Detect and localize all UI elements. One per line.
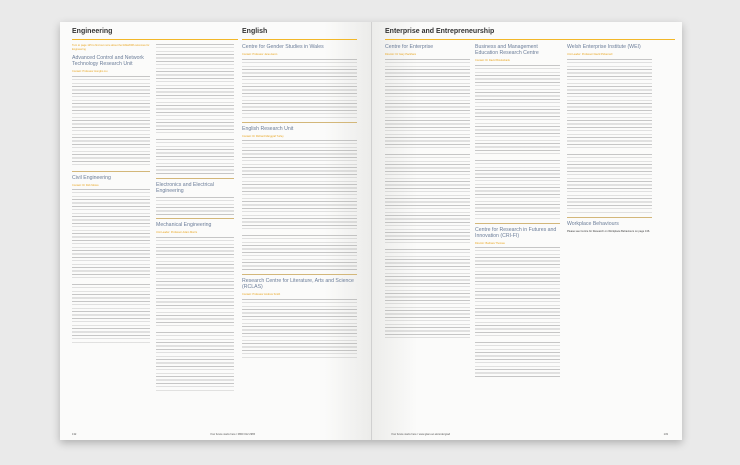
- body-text: [385, 154, 470, 246]
- body-text: [242, 59, 357, 119]
- section-text: Please see Centre for Research on Workplace Behaviours on page 136.: [567, 229, 651, 233]
- column-6: [567, 44, 652, 422]
- page-number: 132: [72, 433, 77, 436]
- section-title: Business and Management Education Research Centre: [475, 44, 539, 56]
- contact-line: Contact: Dr Richard Marggraf Turley: [242, 134, 284, 138]
- header-engineering-label: Engineering: [72, 27, 113, 35]
- footer-url: Your future starts here / www.glam.ac.uk/undergrad: [391, 433, 451, 436]
- header-rule: [385, 39, 675, 40]
- section-title: Welsh Enterprise Institute (WEI): [567, 44, 641, 50]
- body-text: [567, 154, 652, 214]
- intro-text: Turn to page 125 to find out more about the RAE2008 outcomes for Engineering: [72, 44, 150, 51]
- body-text: [475, 247, 560, 339]
- section-title: Mechanical Engineering: [156, 218, 234, 228]
- section-title: Centre for Enterprise: [385, 44, 434, 50]
- body-text: [475, 342, 560, 378]
- body-text: [156, 237, 234, 329]
- body-text: [72, 284, 150, 344]
- body-text: [156, 197, 234, 215]
- body-text: [385, 249, 470, 341]
- section-title: English Research Unit: [242, 122, 357, 132]
- contact-line: Contact: Professor Hongbo Liu: [72, 70, 108, 73]
- body-text: [156, 44, 234, 136]
- contact-line: Contact: Professor Andrew Smith: [242, 293, 281, 296]
- contact-line: Unit Leader: Professor David Pickernell: [567, 53, 613, 56]
- body-text: [156, 332, 234, 392]
- contact-line: Contact: Dr Rob Moore: [72, 183, 99, 187]
- header-rule: [72, 39, 238, 40]
- body-text: [475, 65, 560, 157]
- column-4: [385, 44, 470, 422]
- brochure-spread: [60, 22, 682, 440]
- body-text: [72, 76, 150, 168]
- body-text: [242, 140, 357, 232]
- column-1: [72, 44, 150, 422]
- section-title: Civil Engineering: [72, 171, 150, 181]
- column-2: [156, 44, 234, 422]
- body-text: [475, 160, 560, 220]
- body-text: [242, 299, 357, 359]
- body-text: [385, 59, 470, 151]
- header-english-label: English: [242, 27, 268, 35]
- section-title: Workplace Behaviours: [567, 217, 652, 227]
- header-english: [242, 24, 357, 38]
- section-title: Research Centre for Literature, Arts and Science (RCLAS): [242, 274, 357, 290]
- footer-url: Your future starts here / 0800 012 2965: [210, 433, 256, 436]
- header-enterprise-label: Enterprise and Entrepreneurship: [385, 27, 495, 35]
- section-title: Advanced Control and Network Technology Research Unit: [72, 55, 144, 67]
- spine-gutter: [371, 22, 372, 440]
- contact-line: Unit Leader: Professor Adam Morris: [156, 231, 198, 234]
- header-enterprise: [385, 24, 675, 38]
- column-3: [242, 44, 357, 422]
- body-text: [242, 235, 357, 271]
- header-rule: [242, 39, 357, 40]
- section-title: Centre for Gender Studies in Wales: [242, 44, 324, 50]
- contact-line: Contact: Professor Jane Aaron: [242, 53, 278, 56]
- section-title: Electronics and Electrical Engineering: [156, 178, 234, 194]
- body-text: [567, 59, 652, 151]
- contact-line: Contact: Dr David Brooksbank: [475, 59, 510, 62]
- page-number: 133: [663, 433, 668, 436]
- body-text: [72, 189, 150, 281]
- body-text: [156, 139, 234, 175]
- section-title: Centre for Research in Futures and Innovation (CRI-FI): [475, 223, 560, 239]
- contact-line: Director: Dr Gary Packham: [385, 53, 417, 56]
- contact-line: Director: Barbara Thomas: [475, 241, 505, 245]
- right-page: [371, 22, 682, 440]
- left-page: [60, 22, 371, 440]
- column-5: [475, 44, 560, 422]
- header-engineering: [72, 24, 238, 38]
